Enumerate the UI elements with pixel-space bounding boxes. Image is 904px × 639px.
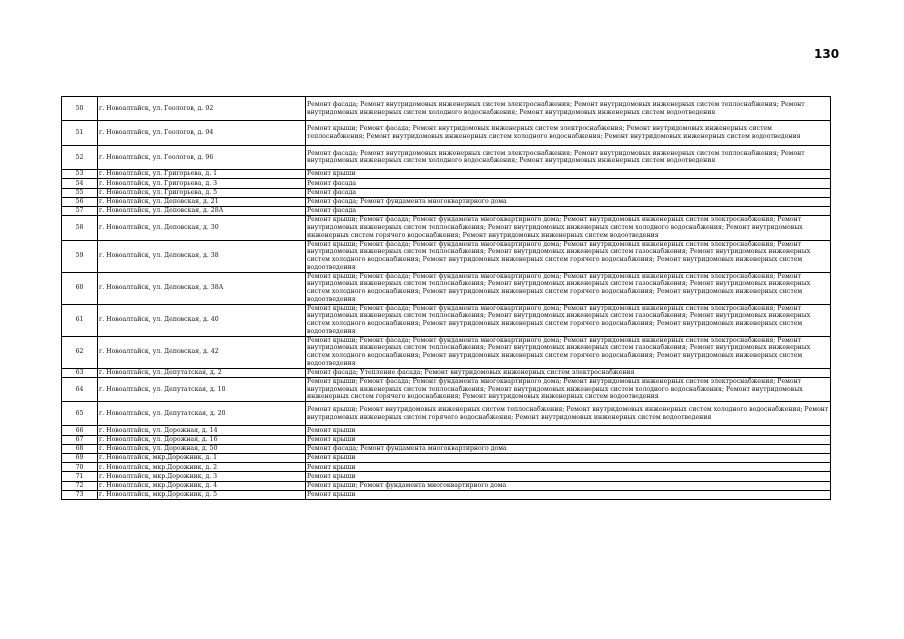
works-cell: Ремонт крыши	[306, 463, 831, 472]
table-body	[62, 97, 831, 500]
row-number: 60	[62, 272, 98, 304]
address-cell: г. Новоалтайск, ул. Геологов, д. 96	[98, 145, 306, 169]
row-number: 58	[62, 216, 98, 240]
works-cell: Ремонт фасада; Ремонт внутридомовых инженерных систем электроснабжения; Ремонт внутридомовых инженерных систем теплоснабжения; Ремонт внутридомовых инженерных систем холодного водоснабжения; Ремонт внутридомовых инженерных систем водоотведения	[306, 145, 831, 169]
row-number: 62	[62, 336, 98, 368]
row-number: 51	[62, 121, 98, 145]
works-cell: Ремонт крыши	[306, 426, 831, 435]
works-cell: Ремонт крыши; Ремонт фасада; Ремонт фундамента многоквартирного дома; Ремонт внутридомовых инженерных систем электроснабжения; Ремонт внутридомовых инженерных систем теплоснабжения; Ремонт внутридомовых инженерных систем газоснабжения; Ремонт внутридомовых инженерных систем холодного водоснабжения; Ремонт внутридомовых инженерных систем горячего водоснабжения; Ремонт внутридомовых инженерных систем водоотведения	[306, 304, 831, 336]
address-cell: г. Новоалтайск, ул. Депутатская, д. 2	[98, 368, 306, 377]
row-number: 52	[62, 145, 98, 169]
row-number: 50	[62, 97, 98, 121]
row-number: 57	[62, 206, 98, 215]
works-cell: Ремонт крыши; Ремонт фундамента многоквартирного дома	[306, 481, 831, 490]
works-cell: Ремонт фасада; Ремонт фундамента многоквартирного дома	[306, 444, 831, 453]
address-cell: г. Новоалтайск, мкр.Дорожник, д. 5	[98, 490, 306, 499]
address-cell: г. Новоалтайск, ул. Депутатская, д. 10	[98, 377, 306, 401]
works-cell: Ремонт крыши	[306, 454, 831, 463]
works-cell: Ремонт крыши; Ремонт фасада; Ремонт фундамента многоквартирного дома; Ремонт внутридомовых инженерных систем электроснабжения; Ремонт внутридомовых инженерных систем теплоснабжения; Ремонт внутридомовых инженерных систем холодного водоснабжения; Ремонт внутридомовых инженерных систем горячего водоснабжения; Ремонт внутридомовых инженерных систем водоотведения	[306, 377, 831, 401]
works-cell: Ремонт крыши; Ремонт фасада; Ремонт внутридомовых инженерных систем электроснабжения; Ремонт внутридомовых инженерных систем теплоснабжения; Ремонт внутридомовых инженерных систем холодного водоснабжения; Ремонт внутридомовых инженерных систем водоотведения	[306, 121, 831, 145]
table-row	[62, 272, 831, 304]
table-row	[62, 377, 831, 401]
row-number: 66	[62, 426, 98, 435]
row-number: 54	[62, 179, 98, 188]
address-cell: г. Новоалтайск, ул. Дорожная, д. 16	[98, 435, 306, 444]
table-row	[62, 402, 831, 426]
row-number: 71	[62, 472, 98, 481]
table-row	[62, 179, 831, 188]
table-row	[62, 170, 831, 179]
works-cell: Ремонт фасада; Ремонт внутридомовых инженерных систем электроснабжения; Ремонт внутридомовых инженерных систем теплоснабжения; Ремонт внутридомовых инженерных систем холодного водоснабжения; Ремонт внутридомовых инженерных систем водоотведения	[306, 97, 831, 121]
table-row	[62, 463, 831, 472]
table-row	[62, 121, 831, 145]
row-number: 64	[62, 377, 98, 401]
table-row	[62, 97, 831, 121]
works-cell: Ремонт фасада	[306, 206, 831, 215]
table-row	[62, 336, 831, 368]
row-number: 67	[62, 435, 98, 444]
address-cell: г. Новоалтайск, ул. Деповская, д. 30	[98, 216, 306, 240]
table-row	[62, 490, 831, 499]
row-number: 68	[62, 444, 98, 453]
table-row	[62, 472, 831, 481]
address-cell: г. Новоалтайск, ул. Дорожная, д. 14	[98, 426, 306, 435]
row-number: 70	[62, 463, 98, 472]
works-cell: Ремонт крыши; Ремонт фасада; Ремонт фундамента многоквартирного дома; Ремонт внутридомовых инженерных систем электроснабжения; Ремонт внутридомовых инженерных систем теплоснабжения; Ремонт внутридомовых инженерных систем газоснабжения; Ремонт внутридомовых инженерных систем холодного водоснабжения; Ремонт внутридомовых инженерных систем горячего водоснабжения; Ремонт внутридомовых инженерных систем водоотведения	[306, 272, 831, 304]
works-cell: Ремонт фасада; Ремонт фундамента многоквартирного дома	[306, 197, 831, 206]
works-cell: Ремонт крыши	[306, 472, 831, 481]
address-cell: г. Новоалтайск, мкр.Дорожник, д. 2	[98, 463, 306, 472]
works-cell: Ремонт крыши; Ремонт фасада; Ремонт фундамента многоквартирного дома; Ремонт внутридомовых инженерных систем электроснабжения; Ремонт внутридомовых инженерных систем теплоснабжения; Ремонт внутридомовых инженерных систем холодного водоснабжения; Ремонт внутридомовых инженерных систем горячего водоснабжения; Ремонт внутридомовых инженерных систем водоотведения	[306, 216, 831, 240]
address-cell: г. Новоалтайск, ул. Григорьева, д. 3	[98, 179, 306, 188]
repair-registry-table	[61, 96, 831, 500]
address-cell: г. Новоалтайск, мкр.Дорожник, д. 1	[98, 454, 306, 463]
table-row	[62, 435, 831, 444]
address-cell: г. Новоалтайск, ул. Григорьева, д. 5	[98, 188, 306, 197]
row-number: 56	[62, 197, 98, 206]
table-row	[62, 188, 831, 197]
address-cell: г. Новоалтайск, ул. Деповская, д. 40	[98, 304, 306, 336]
row-number: 61	[62, 304, 98, 336]
table-row	[62, 444, 831, 453]
works-cell: Ремонт фасада	[306, 188, 831, 197]
address-cell: г. Новоалтайск, ул. Геологов, д. 94	[98, 121, 306, 145]
table-row	[62, 426, 831, 435]
table-row	[62, 240, 831, 272]
works-cell: Ремонт крыши; Ремонт внутридомовых инженерных систем теплоснабжения; Ремонт внутридомовых инженерных систем холодного водоснабжения; Ремонт внутридомовых инженерных систем горячего водоснабжения; Ремонт внутридомовых инженерных систем водоотведения	[306, 402, 831, 426]
address-cell: г. Новоалтайск, ул. Деповская, д. 38А	[98, 272, 306, 304]
table-row	[62, 368, 831, 377]
row-number: 65	[62, 402, 98, 426]
address-cell: г. Новоалтайск, ул. Деповская, д. 21	[98, 197, 306, 206]
works-cell: Ремонт крыши	[306, 435, 831, 444]
table-row	[62, 145, 831, 169]
works-cell: Ремонт крыши	[306, 490, 831, 499]
address-cell: г. Новоалтайск, ул. Деповская, д. 42	[98, 336, 306, 368]
table-row	[62, 197, 831, 206]
address-cell: г. Новоалтайск, ул. Депутатская, д. 20	[98, 402, 306, 426]
row-number: 63	[62, 368, 98, 377]
row-number: 73	[62, 490, 98, 499]
works-cell: Ремонт фасада; Утепление фасада; Ремонт внутридомовых инженерных систем электроснабжения	[306, 368, 831, 377]
table-row	[62, 304, 831, 336]
works-cell: Ремонт крыши; Ремонт фасада; Ремонт фундамента многоквартирного дома; Ремонт внутридомовых инженерных систем электроснабжения; Ремонт внутридомовых инженерных систем теплоснабжения; Ремонт внутридомовых инженерных систем газоснабжения; Ремонт внутридомовых инженерных систем холодного водоснабжения; Ремонт внутридомовых инженерных систем горячего водоснабжения; Ремонт внутридомовых инженерных систем водоотведения	[306, 240, 831, 272]
address-cell: г. Новоалтайск, ул. Дорожная, д. 50	[98, 444, 306, 453]
row-number: 55	[62, 188, 98, 197]
works-cell: Ремонт фасада	[306, 179, 831, 188]
table-row	[62, 454, 831, 463]
row-number: 72	[62, 481, 98, 490]
row-number: 59	[62, 240, 98, 272]
address-cell: г. Новоалтайск, ул. Деповская, д. 38	[98, 240, 306, 272]
address-cell: г. Новоалтайск, ул. Геологов, д. 92	[98, 97, 306, 121]
table-row	[62, 206, 831, 215]
address-cell: г. Новоалтайск, мкр.Дорожник, д. 3	[98, 472, 306, 481]
page-number: 130	[814, 47, 840, 61]
table-row	[62, 216, 831, 240]
table-row	[62, 481, 831, 490]
address-cell: г. Новоалтайск, ул. Григорьева, д. 1	[98, 170, 306, 179]
address-cell: г. Новоалтайск, ул. Деповская, д. 28А	[98, 206, 306, 215]
works-cell: Ремонт крыши	[306, 170, 831, 179]
works-cell: Ремонт крыши; Ремонт фасада; Ремонт фундамента многоквартирного дома; Ремонт внутридомовых инженерных систем электроснабжения; Ремонт внутридомовых инженерных систем теплоснабжения; Ремонт внутридомовых инженерных систем газоснабжения; Ремонт внутридомовых инженерных систем холодного водоснабжения; Ремонт внутридомовых инженерных систем горячего водоснабжения; Ремонт внутридомовых инженерных систем водоотведения	[306, 336, 831, 368]
address-cell: г. Новоалтайск, мкр.Дорожник, д. 4	[98, 481, 306, 490]
row-number: 53	[62, 170, 98, 179]
row-number: 69	[62, 454, 98, 463]
